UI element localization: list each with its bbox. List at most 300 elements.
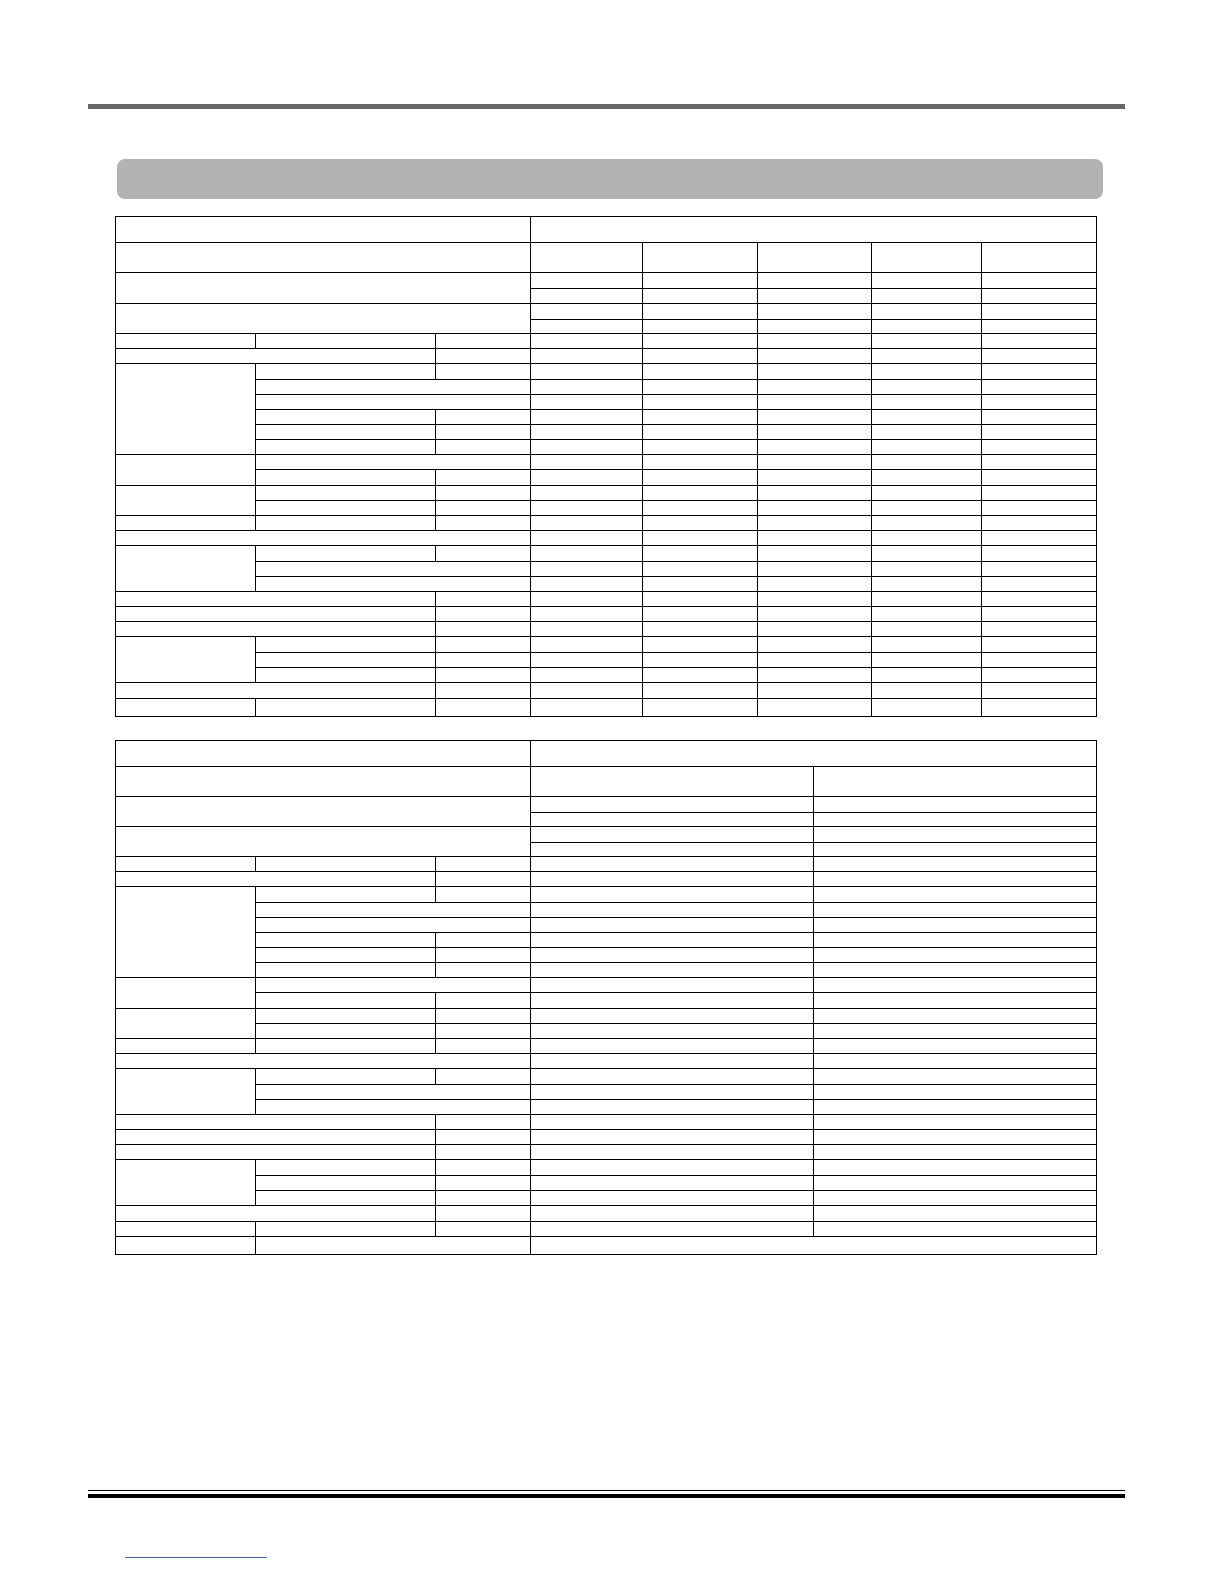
table-cell-label (116, 243, 531, 273)
footer-link[interactable] (125, 1557, 267, 1558)
table-cell-value (643, 455, 758, 470)
table-row (116, 767, 1097, 797)
table-cell-value (758, 516, 872, 531)
table-cell-value (872, 334, 982, 349)
table-cell-label (436, 887, 531, 903)
table-cell-label (116, 741, 531, 767)
table-cell-value (872, 699, 982, 717)
table-cell-value (814, 1130, 1097, 1145)
table-cell-label (436, 933, 531, 948)
table-cell-label (116, 304, 531, 334)
table-cell-value (982, 546, 1097, 562)
table-cell-value (531, 364, 643, 380)
table-cell-label (256, 1222, 436, 1237)
table-cell-value (531, 592, 643, 607)
table-cell-value (982, 440, 1097, 455)
table-row (116, 217, 1097, 243)
table-cell-value (872, 349, 982, 364)
table-cell-value (758, 699, 872, 717)
table-cell-value (643, 668, 758, 683)
table-row (116, 1069, 1097, 1085)
table-row (116, 887, 1097, 903)
table-cell-header (531, 741, 1097, 767)
table-cell-value (531, 637, 643, 653)
table-cell-value (531, 380, 643, 395)
table-cell-value (872, 562, 982, 577)
table-cell-label (256, 918, 531, 933)
table-cell-label (256, 993, 436, 1009)
footer-rule-thick (88, 1494, 1125, 1498)
table-cell-value (531, 1024, 814, 1039)
table-cell-label (256, 1176, 436, 1191)
table-cell-value (758, 592, 872, 607)
table-cell-value (872, 243, 982, 273)
table-cell-label (256, 637, 436, 653)
table-row (116, 668, 1097, 683)
table-cell-value (643, 440, 758, 455)
table-cell-label (116, 827, 531, 857)
table-cell-label (436, 1130, 531, 1145)
table-cell-value (872, 531, 982, 546)
table-cell-value (531, 1130, 814, 1145)
table-cell-value (814, 857, 1097, 872)
table-cell-value (758, 320, 872, 334)
table-cell-label (116, 364, 256, 455)
table-cell-value (814, 1115, 1097, 1130)
table-cell-value (872, 592, 982, 607)
table-cell-value (814, 1191, 1097, 1206)
table-cell-value (982, 243, 1097, 273)
table-cell-label (116, 683, 436, 699)
table-cell-value (531, 486, 643, 501)
table-cell-value (531, 683, 643, 699)
table-cell-label (436, 963, 531, 978)
table-cell-value (982, 653, 1097, 668)
table-row (116, 1039, 1097, 1054)
table-row (116, 637, 1097, 653)
table-cell-value (814, 1085, 1097, 1100)
table-cell-label (436, 637, 531, 653)
table-cell-label (436, 1160, 531, 1176)
table-cell-value (531, 531, 643, 546)
table-cell-value (531, 1009, 814, 1024)
table-cell-value (758, 637, 872, 653)
table-cell-label (436, 592, 531, 607)
table-cell-label (116, 1160, 256, 1206)
table-cell-value (872, 410, 982, 425)
table-cell-value (531, 440, 643, 455)
table-cell-value (643, 637, 758, 653)
table-cell-value (982, 699, 1097, 717)
table-row (116, 963, 1097, 978)
table-cell-value (531, 546, 643, 562)
table-cell-label (531, 843, 814, 857)
table-cell-value (531, 948, 814, 963)
table-cell-value (872, 364, 982, 380)
table-cell-label (531, 320, 643, 334)
table-row (116, 1024, 1097, 1039)
table-cell-label (436, 334, 531, 349)
table-cell-value (982, 334, 1097, 349)
table-cell-value (814, 1160, 1097, 1176)
table-cell-value (531, 1115, 814, 1130)
table-cell-value (758, 668, 872, 683)
table-cell-label (116, 872, 436, 887)
table-cell-label (256, 395, 531, 410)
table-cell-value (814, 933, 1097, 948)
table-cell-value (531, 887, 814, 903)
table-cell-label (436, 622, 531, 637)
table-row (116, 797, 1097, 813)
table-row (116, 455, 1097, 470)
table-cell-value (758, 364, 872, 380)
table-row (116, 440, 1097, 455)
table-cell-label (256, 1160, 436, 1176)
table-cell-value (982, 486, 1097, 501)
table-cell-value (872, 607, 982, 622)
table-row (116, 741, 1097, 767)
table-row (116, 380, 1097, 395)
table-row (116, 993, 1097, 1009)
table-row (116, 364, 1097, 380)
table-cell-value (872, 486, 982, 501)
table-cell-label (116, 531, 531, 546)
table-cell-label (436, 1191, 531, 1206)
table-row (116, 872, 1097, 887)
table-cell-value (643, 546, 758, 562)
table-cell-label (256, 1237, 531, 1255)
table-cell-label (256, 857, 436, 872)
table-row (116, 1145, 1097, 1160)
table-cell-label (256, 425, 436, 440)
table-cell-label (436, 1206, 531, 1222)
table-cell-label (256, 1100, 531, 1115)
table-cell-value (872, 470, 982, 486)
table-cell-label (436, 516, 531, 531)
table-cell-value (531, 622, 643, 637)
table-cell-value (814, 1206, 1097, 1222)
table-cell-value (643, 304, 758, 320)
table-cell-label (116, 622, 436, 637)
table-row (116, 1222, 1097, 1237)
table-cell-value (643, 334, 758, 349)
table-cell-value (982, 501, 1097, 516)
table-cell-label (256, 1024, 436, 1039)
table-cell-value (982, 410, 1097, 425)
table-cell-label (436, 1145, 531, 1160)
table-cell-label (256, 1069, 436, 1085)
table-cell-label (436, 1176, 531, 1191)
table-cell-value (758, 607, 872, 622)
table-row (116, 577, 1097, 592)
table-cell-label (256, 562, 531, 577)
table-cell-value (758, 410, 872, 425)
table-cell-value (872, 546, 982, 562)
table-cell-value (531, 903, 814, 918)
table-cell-value (814, 1024, 1097, 1039)
table-cell-label (256, 546, 436, 562)
table-cell-value (531, 933, 814, 948)
table-cell-value (814, 887, 1097, 903)
table-cell-value (531, 653, 643, 668)
table-cell-value (872, 425, 982, 440)
table-cell-value (872, 455, 982, 470)
table-row (116, 1176, 1097, 1191)
table-cell-value (872, 683, 982, 699)
table-cell-label (436, 425, 531, 440)
table-row (116, 425, 1097, 440)
table-cell-label (256, 486, 436, 501)
table-cell-label (256, 364, 436, 380)
table-row (116, 304, 1097, 320)
table-cell-value (531, 1145, 814, 1160)
table-row (116, 978, 1097, 993)
table-cell-value (872, 653, 982, 668)
table-cell-label (116, 857, 256, 872)
table-row (116, 1009, 1097, 1024)
table-cell-label (436, 668, 531, 683)
table-cell-value (643, 425, 758, 440)
table-cell-value (531, 607, 643, 622)
table-row (116, 607, 1097, 622)
table-cell-label (116, 978, 256, 1009)
table-cell-label (116, 592, 436, 607)
table-row (116, 1206, 1097, 1222)
footer-rule-thin (88, 1490, 1125, 1491)
table-cell-value (758, 486, 872, 501)
table-cell-value (982, 592, 1097, 607)
table-cell-value (982, 395, 1097, 410)
table-cell-value (814, 978, 1097, 993)
table-cell-label (256, 948, 436, 963)
table-row (116, 827, 1097, 843)
table-cell-value (982, 622, 1097, 637)
table-cell-label (436, 1039, 531, 1054)
table-cell-label (436, 872, 531, 887)
table-cell-value (814, 1069, 1097, 1085)
table-cell-value (643, 349, 758, 364)
table-cell-value (982, 470, 1097, 486)
table-cell-label (436, 948, 531, 963)
table-cell-value (643, 699, 758, 717)
table-cell-label (116, 516, 256, 531)
table-cell-value (758, 653, 872, 668)
table-cell-label (256, 410, 436, 425)
table-cell-value (872, 440, 982, 455)
table-cell-label (116, 607, 436, 622)
table-cell-label (116, 887, 256, 978)
table-cell-label (436, 699, 531, 717)
table-row (116, 395, 1097, 410)
table-cell-value (643, 486, 758, 501)
table-cell-value (982, 304, 1097, 320)
table-cell-value (758, 289, 872, 304)
table-cell-label (436, 440, 531, 455)
table-cell-value (814, 1009, 1097, 1024)
table-row (116, 334, 1097, 349)
table-cell-label (256, 1009, 436, 1024)
table-cell-value (531, 963, 814, 978)
table-cell-value (872, 395, 982, 410)
table-cell-value (643, 622, 758, 637)
table-cell-value (758, 501, 872, 516)
table-cell-value (531, 577, 643, 592)
table-cell-label (256, 699, 436, 717)
table-row (116, 1100, 1097, 1115)
spec-table-2 (115, 740, 1097, 1255)
table-cell-value (814, 918, 1097, 933)
table-cell-value (872, 622, 982, 637)
table-row (116, 273, 1097, 289)
table-cell-value (643, 289, 758, 304)
table-row (116, 699, 1097, 717)
table-cell-label (116, 546, 256, 592)
table-cell-label (436, 410, 531, 425)
table-cell-label (256, 516, 436, 531)
table-cell-value (643, 607, 758, 622)
table-cell-value (643, 592, 758, 607)
table-cell-value (758, 683, 872, 699)
table-cell-label (256, 668, 436, 683)
table-row (116, 592, 1097, 607)
table-cell-value (814, 1145, 1097, 1160)
table-cell-value (872, 273, 982, 289)
table-cell-value (531, 1191, 814, 1206)
table-cell-label (116, 797, 531, 827)
table-cell-label (256, 334, 436, 349)
table-cell-value (814, 963, 1097, 978)
table-cell-label (116, 349, 436, 364)
table-cell-label (436, 1009, 531, 1024)
table-cell-value (982, 562, 1097, 577)
table-cell-value (982, 320, 1097, 334)
table-cell-value (982, 668, 1097, 683)
table-row (116, 501, 1097, 516)
table-cell-value (643, 410, 758, 425)
table-cell-value (758, 562, 872, 577)
table-cell-label (116, 637, 256, 683)
table-row (116, 1191, 1097, 1206)
table-cell-value (872, 289, 982, 304)
section-title-banner (117, 159, 1103, 199)
spec-table-1 (115, 216, 1097, 717)
table-cell-value (643, 364, 758, 380)
table-cell-value (758, 470, 872, 486)
table-cell-value (531, 1222, 814, 1237)
table-cell-label (116, 486, 256, 516)
table-cell-label (436, 486, 531, 501)
table-cell-value (758, 622, 872, 637)
table-cell-label (116, 1145, 436, 1160)
table-cell-label (436, 653, 531, 668)
table-cell-label (256, 903, 531, 918)
table-cell-value (758, 546, 872, 562)
table-cell-value (643, 273, 758, 289)
table-cell-value (758, 334, 872, 349)
table-cell-value (531, 562, 643, 577)
table-row (116, 1054, 1097, 1069)
table-cell-value (758, 577, 872, 592)
table-cell-label (256, 1191, 436, 1206)
table-cell-value (643, 395, 758, 410)
table-cell-value (758, 243, 872, 273)
table-cell-value (531, 501, 643, 516)
table-cell-value (758, 531, 872, 546)
table-row (116, 1085, 1097, 1100)
table-cell-label (256, 887, 436, 903)
table-cell-value (814, 767, 1097, 797)
table-cell-label (436, 1222, 531, 1237)
table-cell-value (758, 395, 872, 410)
table-cell-value (643, 320, 758, 334)
table-cell-label (531, 289, 643, 304)
table-cell-value (872, 637, 982, 653)
table-cell-label (436, 501, 531, 516)
table-row (116, 243, 1097, 273)
table-cell-value (531, 455, 643, 470)
table-cell-value (814, 948, 1097, 963)
table-cell-label (436, 857, 531, 872)
table-cell-label (116, 1115, 436, 1130)
table-cell-label (256, 501, 436, 516)
table-cell-label (436, 364, 531, 380)
table-cell-value (758, 440, 872, 455)
table-cell-label (116, 1222, 256, 1237)
table-row (116, 1160, 1097, 1176)
table-cell-value (531, 516, 643, 531)
table-row (116, 683, 1097, 699)
table-cell-value (643, 531, 758, 546)
table-cell-value (531, 1206, 814, 1222)
table-cell-label (531, 304, 643, 320)
table-cell-label (531, 827, 814, 843)
table-cell-label (256, 577, 531, 592)
table-cell-value (814, 903, 1097, 918)
table-cell-header (531, 217, 1097, 243)
table-cell-label (116, 1206, 436, 1222)
table-cell-value (814, 993, 1097, 1009)
table-cell-value (872, 516, 982, 531)
table-cell-value (531, 699, 643, 717)
table-cell-label (116, 767, 531, 797)
table-cell-value (982, 273, 1097, 289)
table-cell-value (982, 425, 1097, 440)
table-cell-value (531, 767, 814, 797)
table-row (116, 653, 1097, 668)
table-cell-label (116, 1237, 256, 1255)
table-row (116, 410, 1097, 425)
table-cell-label (436, 1024, 531, 1039)
table-cell-label (436, 683, 531, 699)
table-cell-label (116, 1054, 531, 1069)
table-cell-value (814, 872, 1097, 887)
table-row (116, 1237, 1097, 1255)
table-cell-label (256, 380, 531, 395)
table-cell-value (531, 857, 814, 872)
table-cell-value (814, 1176, 1097, 1191)
table-row (116, 918, 1097, 933)
table-cell-value (531, 1085, 814, 1100)
table-cell-label (531, 797, 814, 813)
table-cell-label (116, 699, 256, 717)
table-cell-label (436, 349, 531, 364)
table-cell-value (982, 364, 1097, 380)
table-cell-label (256, 1085, 531, 1100)
table-cell-value (531, 470, 643, 486)
table-cell-value (531, 1100, 814, 1115)
table-row (116, 531, 1097, 546)
table-cell-label (436, 1115, 531, 1130)
